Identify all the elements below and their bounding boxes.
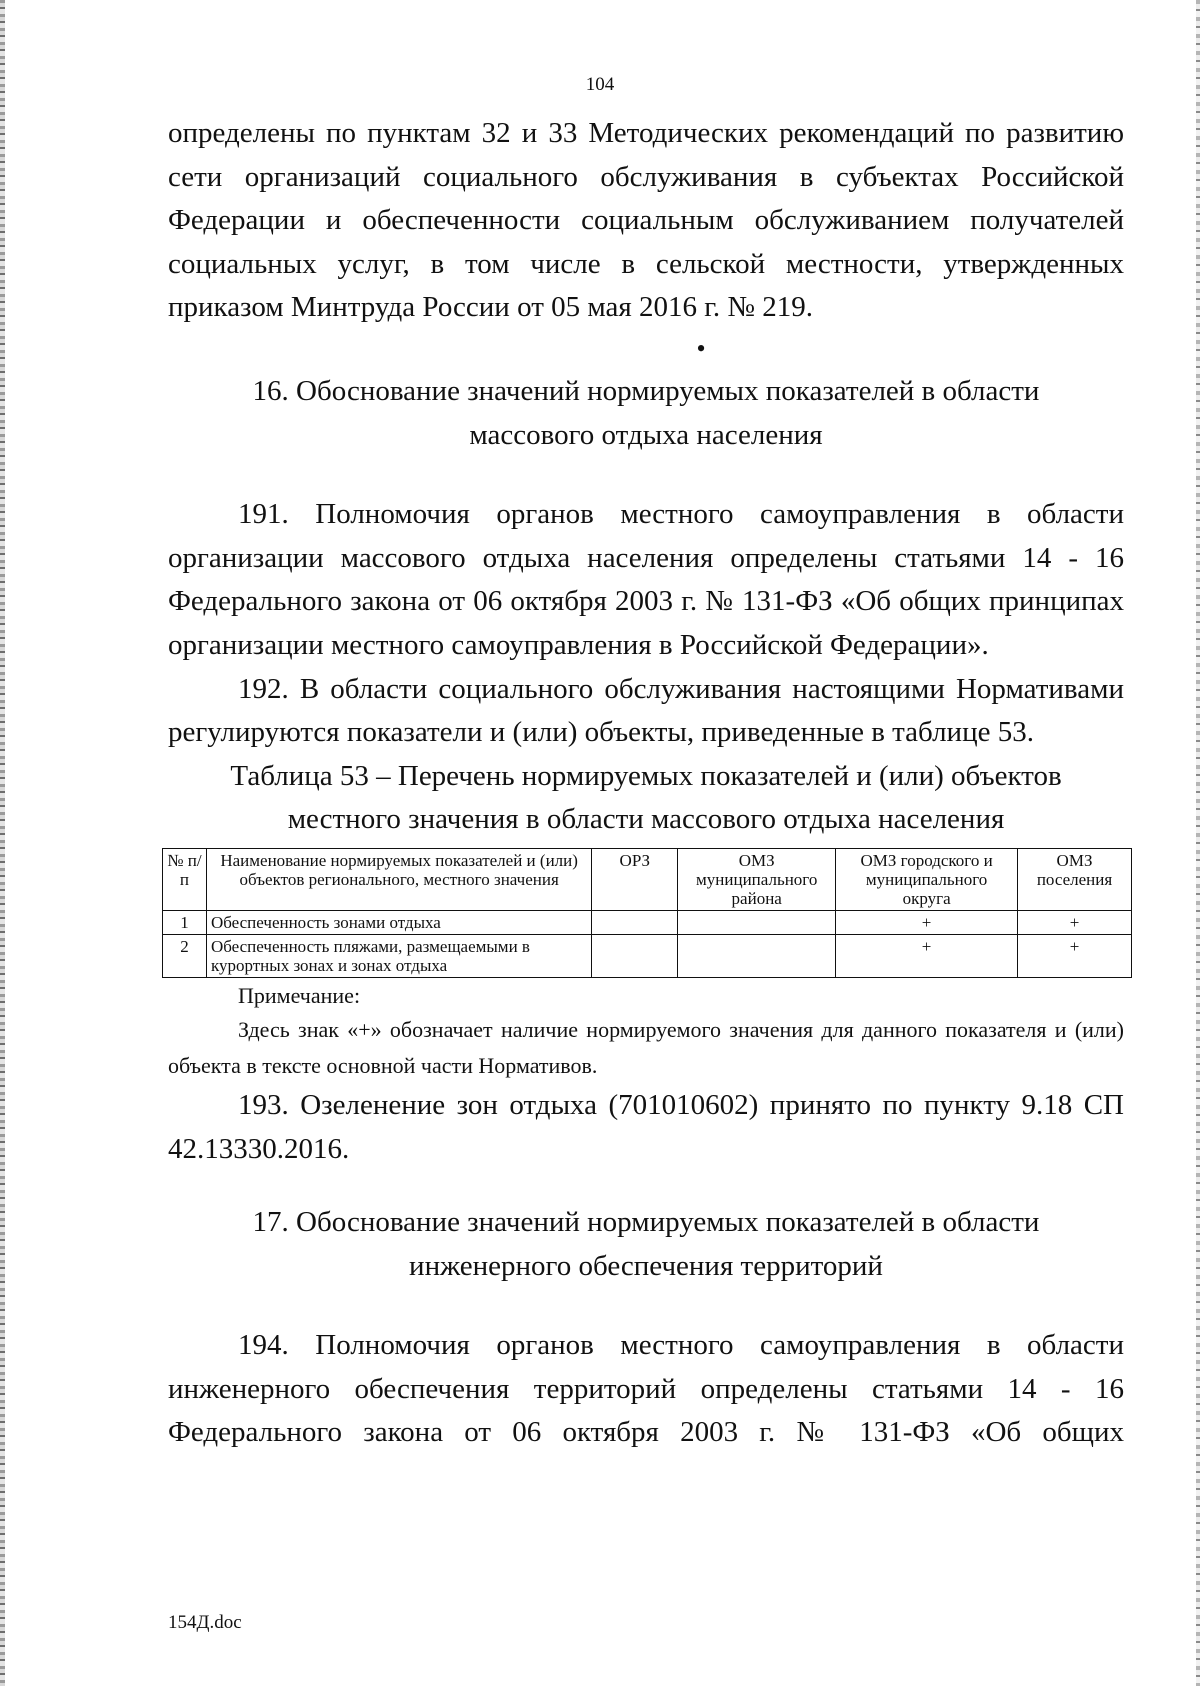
cell-omz-city-okrug: + [836,934,1018,977]
cell-omz-city-okrug: + [836,910,1018,934]
header-omz-district: ОМЗ муниципального района [678,848,836,910]
table-row [163,910,1132,934]
row-number: 1 [163,910,207,934]
section-16-heading [168,370,1124,457]
table-header-row [163,848,1132,910]
note-label: Примечание: [238,982,361,1008]
row-name: Обеспеченность пляжами, размещаемыми в курортных зонах и зонах отдыха [206,934,591,977]
table-53 [162,848,1132,978]
header-omz-settlement: ОМЗ поселения [1018,848,1132,910]
section-16-title-line2: массового отдыха населения [469,418,823,451]
section-17-heading [168,1201,1124,1288]
section-16-title-line1: 16. Обоснование значений нормируемых показателей в области [252,374,1040,407]
cell-orz [592,910,678,934]
table-53-caption [168,755,1124,842]
header-name: Наименование нормируемых показателей и (или) объектов регионального, местного значения [206,848,591,910]
paragraph-continuation: определены по пунктам 32 и 33 Методических рекомендаций по развитию сети организаций социального обслуживания в субъектах Российской Федерации и обеспеченности социальным обслуживанием получателей социальных услуг, в том числе в сельской местности, утвержденных приказом Минтруда России от 05 мая 2016 г. № 219. [168,117,1124,324]
dot-mark: • [696,333,706,363]
table-53-caption-line2: местного значения в области массового отдыха населения [287,803,1005,836]
section-17-title-line2: инженерного обеспечения территорий [409,1249,883,1282]
row-name: Обеспеченность зонами отдыха [206,910,591,934]
scan-edge-left [0,0,5,1686]
scan-edge-right [1196,0,1200,1686]
section-17-title-line1: 17. Обоснование значений нормируемых показателей в области [252,1206,1040,1239]
cell-omz-district [678,910,836,934]
cell-omz-district [678,934,836,977]
paragraph-192: 192. В области социального обслуживания настоящими Нормативами регулируются показатели и (или) объекты, приведенные в таблице 53. [168,672,1124,749]
table-row [163,934,1132,977]
page-number: 104 [585,74,615,95]
header-orz: ОРЗ [592,848,678,910]
cell-omz-settlement: + [1018,934,1132,977]
paragraph-191: 191. Полномочия органов местного самоуправления в области организации массового отдыха населения определены статьями 14 - 16 Федерального закона от 06 октября 2003 г. № 131-ФЗ «Об общих принципах организации местного самоуправления в Российской Федерации». [168,498,1124,661]
footer-filename: 154Д.doc [168,1612,242,1633]
note-text: Здесь знак «+» обозначает наличие нормируемого значения для данного показателя и (или) объекта в тексте основной части Нормативов. [168,1016,1124,1078]
table-53-caption-line1: Таблица 53 – Перечень нормируемых показателей и (или) объектов [230,759,1062,792]
paragraph-193: 193. Озеленение зон отдыха (701010602) принято по пункту 9.18 СП 42.13330.2016. [168,1088,1124,1165]
header-number: № п/п [163,848,207,910]
cell-orz [592,934,678,977]
row-number: 2 [163,934,207,977]
paragraph-194: 194. Полномочия органов местного самоуправления в области инженерного обеспечения территорий определены статьями 14 - 16 Федерального закона от 06 октября 2003 г. № 131-ФЗ «Об общих [168,1329,1124,1449]
cell-omz-settlement: + [1018,910,1132,934]
header-omz-city-okrug: ОМЗ городского и муниципального округа [836,848,1018,910]
document-body [168,112,1124,1455]
